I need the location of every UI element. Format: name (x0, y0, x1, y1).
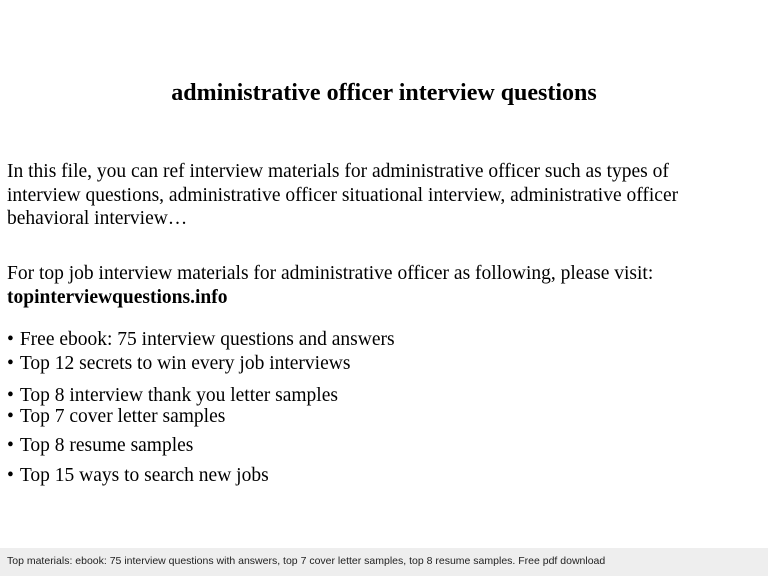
bullet-icon: • (7, 353, 14, 374)
list-item-text: Top 8 interview thank you letter samples (19, 385, 338, 406)
bullet-icon: • (7, 385, 14, 406)
list-item-text: Top 15 ways to search new jobs (19, 465, 269, 486)
list-item-text: Top 12 secrets to win every job interviews (19, 353, 351, 374)
bullet-icon: • (7, 435, 14, 456)
list-item (7, 464, 269, 487)
bullet-icon: • (7, 406, 14, 427)
list-item (7, 328, 395, 351)
website-link[interactable]: topinterviewquestions.info (7, 286, 228, 308)
intro-line: In this file, you can ref interview materials for administrative officer such as types of (7, 161, 669, 182)
list-item (7, 434, 193, 457)
list-item-text: Free ebook: 75 interview questions and answers (19, 329, 395, 350)
footer-bar (0, 548, 768, 576)
intro-line: behavioral interview… (7, 208, 188, 229)
slide-title: administrative officer interview questions (171, 80, 597, 106)
list-item-text: Top 7 cover letter samples (19, 406, 226, 427)
intro-paragraph (7, 160, 678, 231)
list-item (7, 352, 350, 375)
intro-line: interview questions, administrative officer situational interview, administrative officer (7, 184, 679, 206)
footer-text: Top materials: ebook: 75 interview questions with answers, top 7 cover letter samples, top 8 resume samples. Free pdf download (7, 555, 606, 567)
visit-paragraph (7, 262, 653, 309)
bullet-icon: • (7, 465, 14, 486)
bullet-icon: • (7, 329, 14, 350)
list-item-text: Top 8 resume samples (19, 435, 194, 456)
list-item (7, 405, 225, 428)
visit-text: For top job interview materials for administrative officer as following, please visit: (7, 263, 654, 284)
list-item (7, 384, 338, 407)
